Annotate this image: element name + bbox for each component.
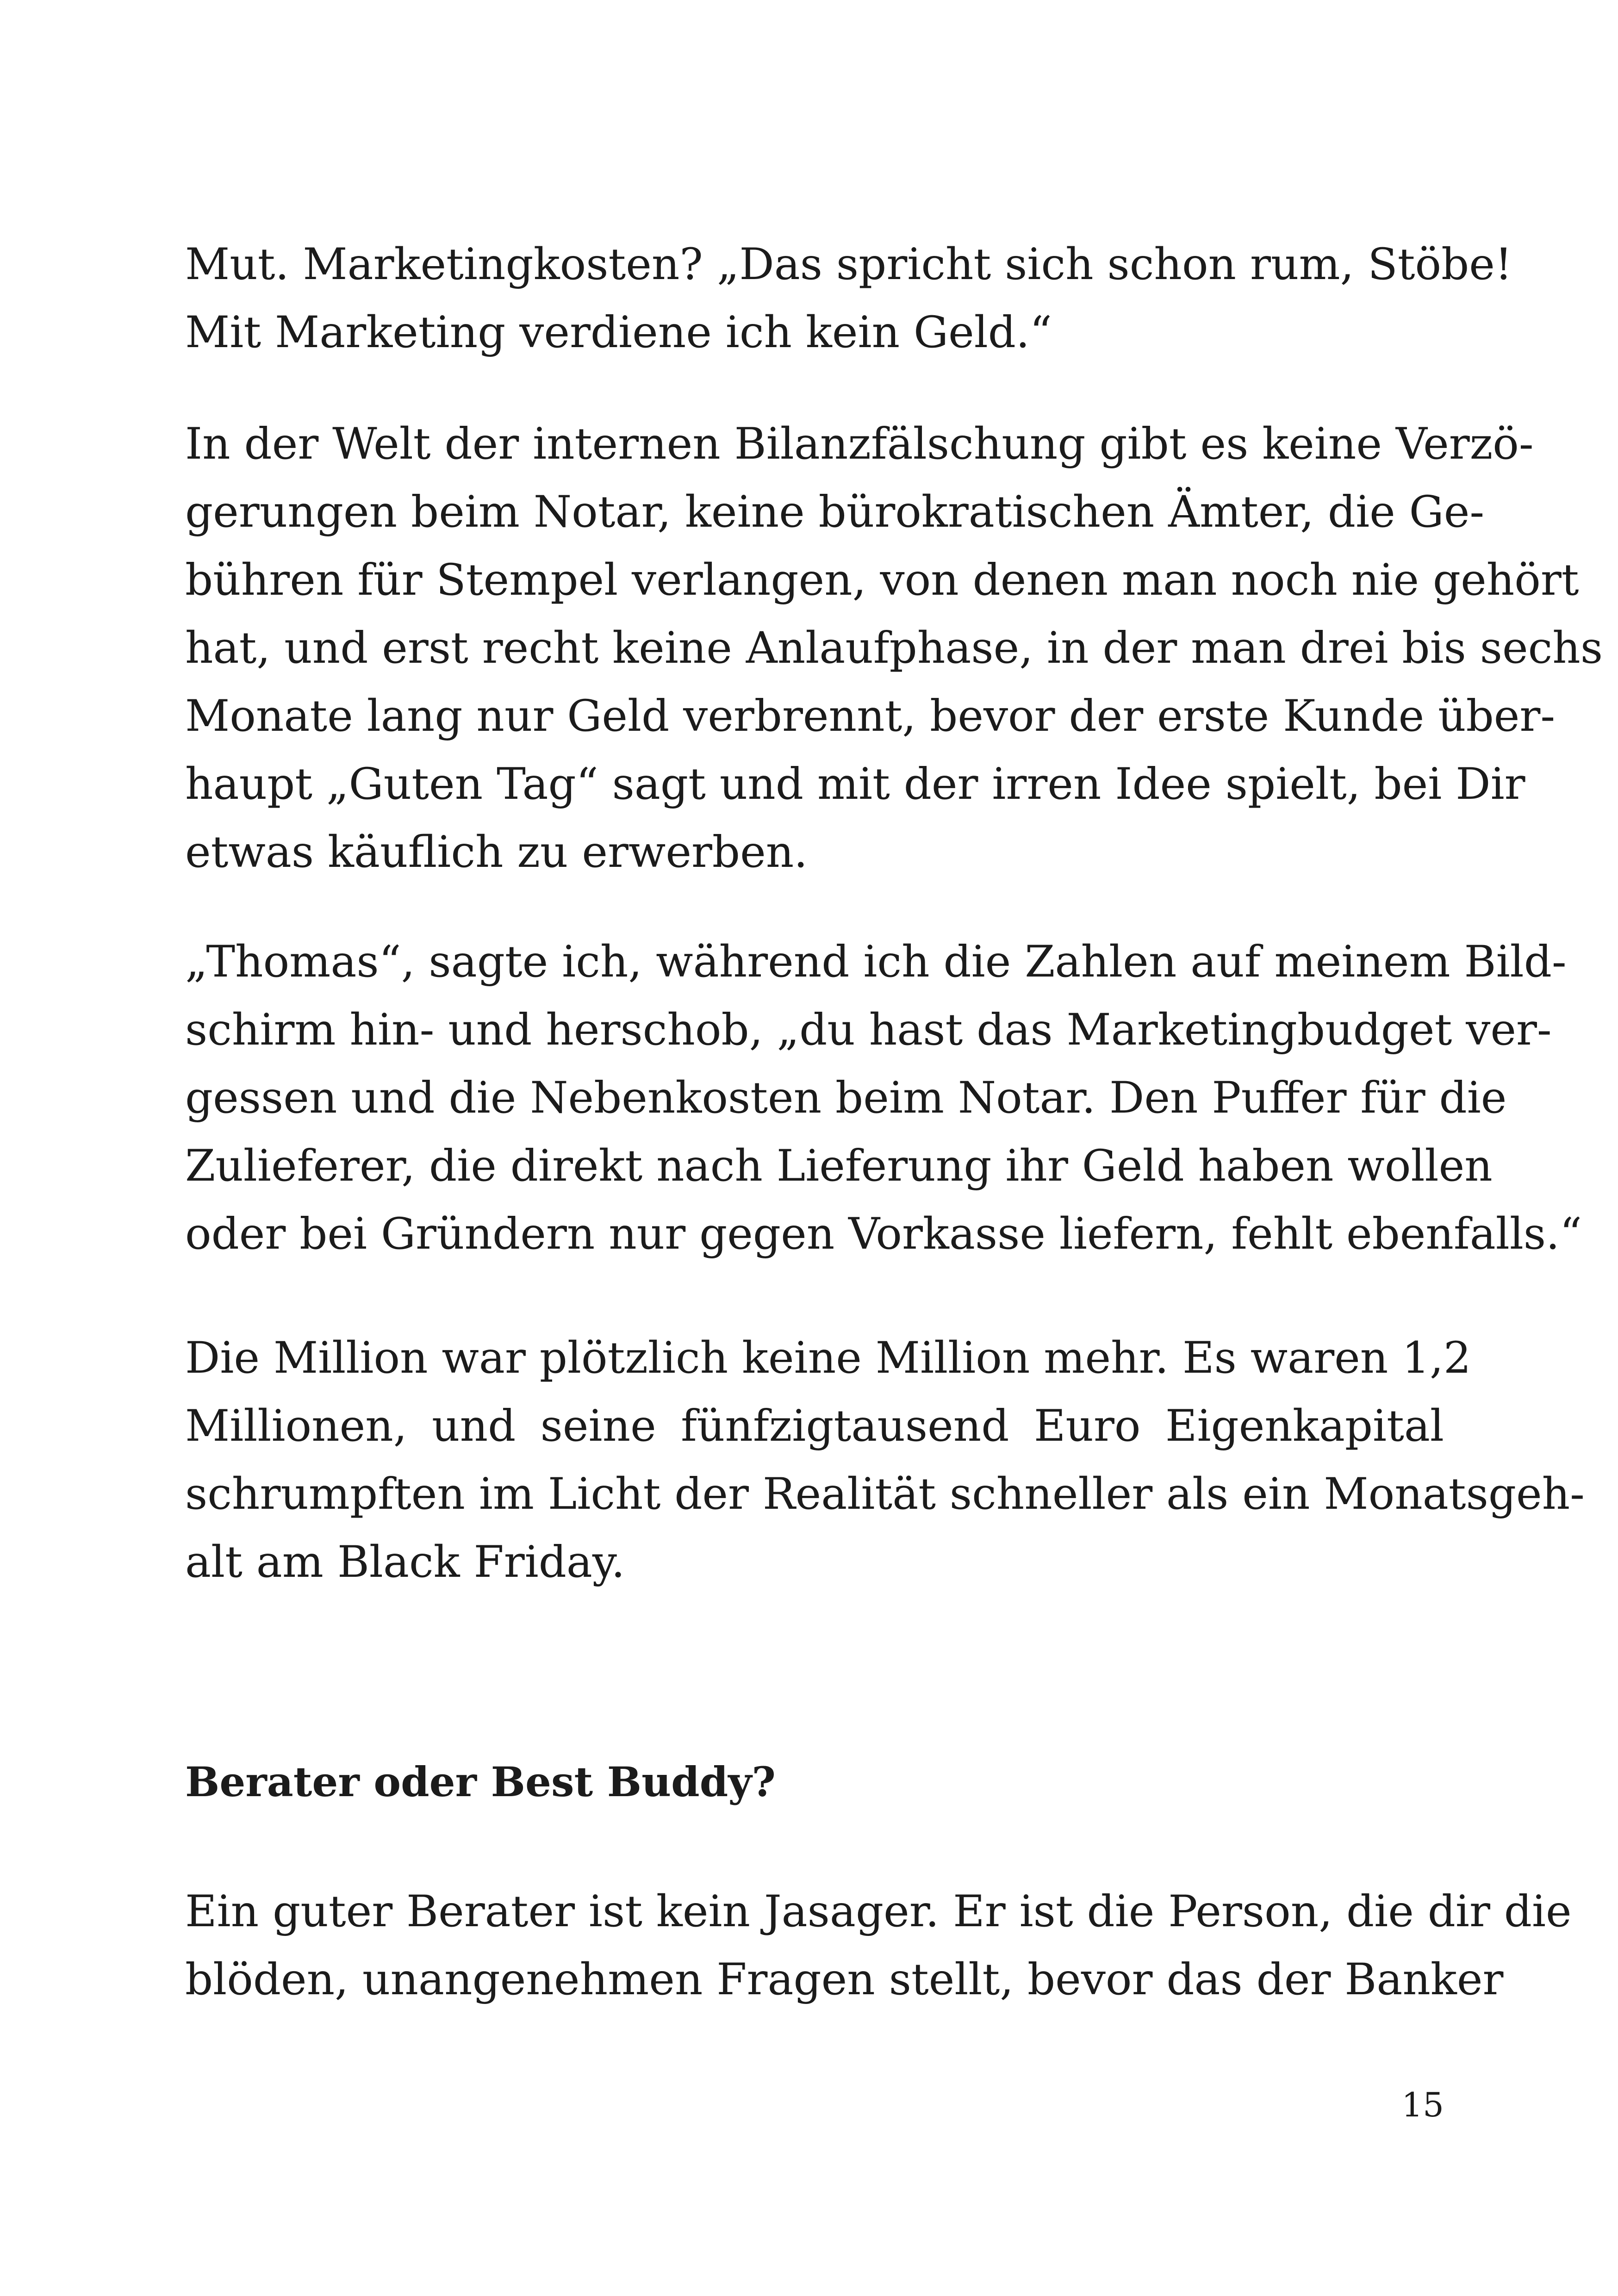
text-line: „Thomas“, sagte ich, während ich die Zahlen auf meinem Bild- (185, 937, 1567, 987)
section-heading: Berater oder Best Buddy? (185, 1758, 776, 1806)
text-line: oder bei Gründern nur gegen Vorkasse liefern, fehlt ebenfalls.“ (185, 1209, 1582, 1259)
text-line: haupt „Guten Tag“ sagt und mit der irren Idee spielt, bei Dir (185, 759, 1525, 809)
text-line: Monate lang nur Geld verbrennt, bevor der erste Kunde über- (185, 691, 1556, 741)
page-number: 15 (1401, 2085, 1444, 2124)
text-line: hat, und erst recht keine Anlaufphase, in der man drei bis sechs (185, 623, 1603, 673)
text-line: etwas käuflich zu erwerben. (185, 827, 808, 877)
text-line: Millionen, und seine fünfzigtausend Euro Eigenkapital (185, 1401, 1444, 1451)
text-line: schrumpften im Licht der Realität schneller als ein Monatsgeh- (185, 1469, 1585, 1519)
text-line: bühren für Stempel verlangen, von denen man noch nie gehört (185, 555, 1579, 605)
text-line: blöden, unangenehmen Fragen stellt, bevor das der Banker (185, 1954, 1504, 2005)
text-line: Zulieferer, die direkt nach Lieferung ihr Geld haben wollen (185, 1141, 1493, 1191)
paragraph-internal-balance (185, 410, 1603, 886)
paragraph-good-advisor (185, 1878, 1572, 2014)
paragraph-marketing-costs (185, 230, 1512, 367)
text-line: In der Welt der internen Bilanzfälschung gibt es keine Verzö- (185, 419, 1534, 469)
paragraph-thomas-dialogue (185, 928, 1582, 1268)
text-line: Mut. Marketingkosten? „Das spricht sich schon rum, Stöbe! (185, 239, 1512, 290)
text-line: Mit Marketing verdiene ich kein Geld.“ (185, 307, 1052, 358)
text-line: schirm hin- und herschob, „du hast das Marketingbudget ver- (185, 1005, 1552, 1055)
paragraph-million (185, 1324, 1585, 1596)
text-line: gerungen beim Notar, keine bürokratischen Ämter, die Ge- (185, 487, 1485, 537)
text-line: gessen und die Nebenkosten beim Notar. Den Puffer für die (185, 1073, 1507, 1123)
text-line: Ein guter Berater ist kein Jasager. Er ist die Person, die dir die (185, 1886, 1572, 1937)
text-line: alt am Black Friday. (185, 1537, 625, 1587)
text-line: Die Million war plötzlich keine Million mehr. Es waren 1,2 (185, 1333, 1471, 1383)
